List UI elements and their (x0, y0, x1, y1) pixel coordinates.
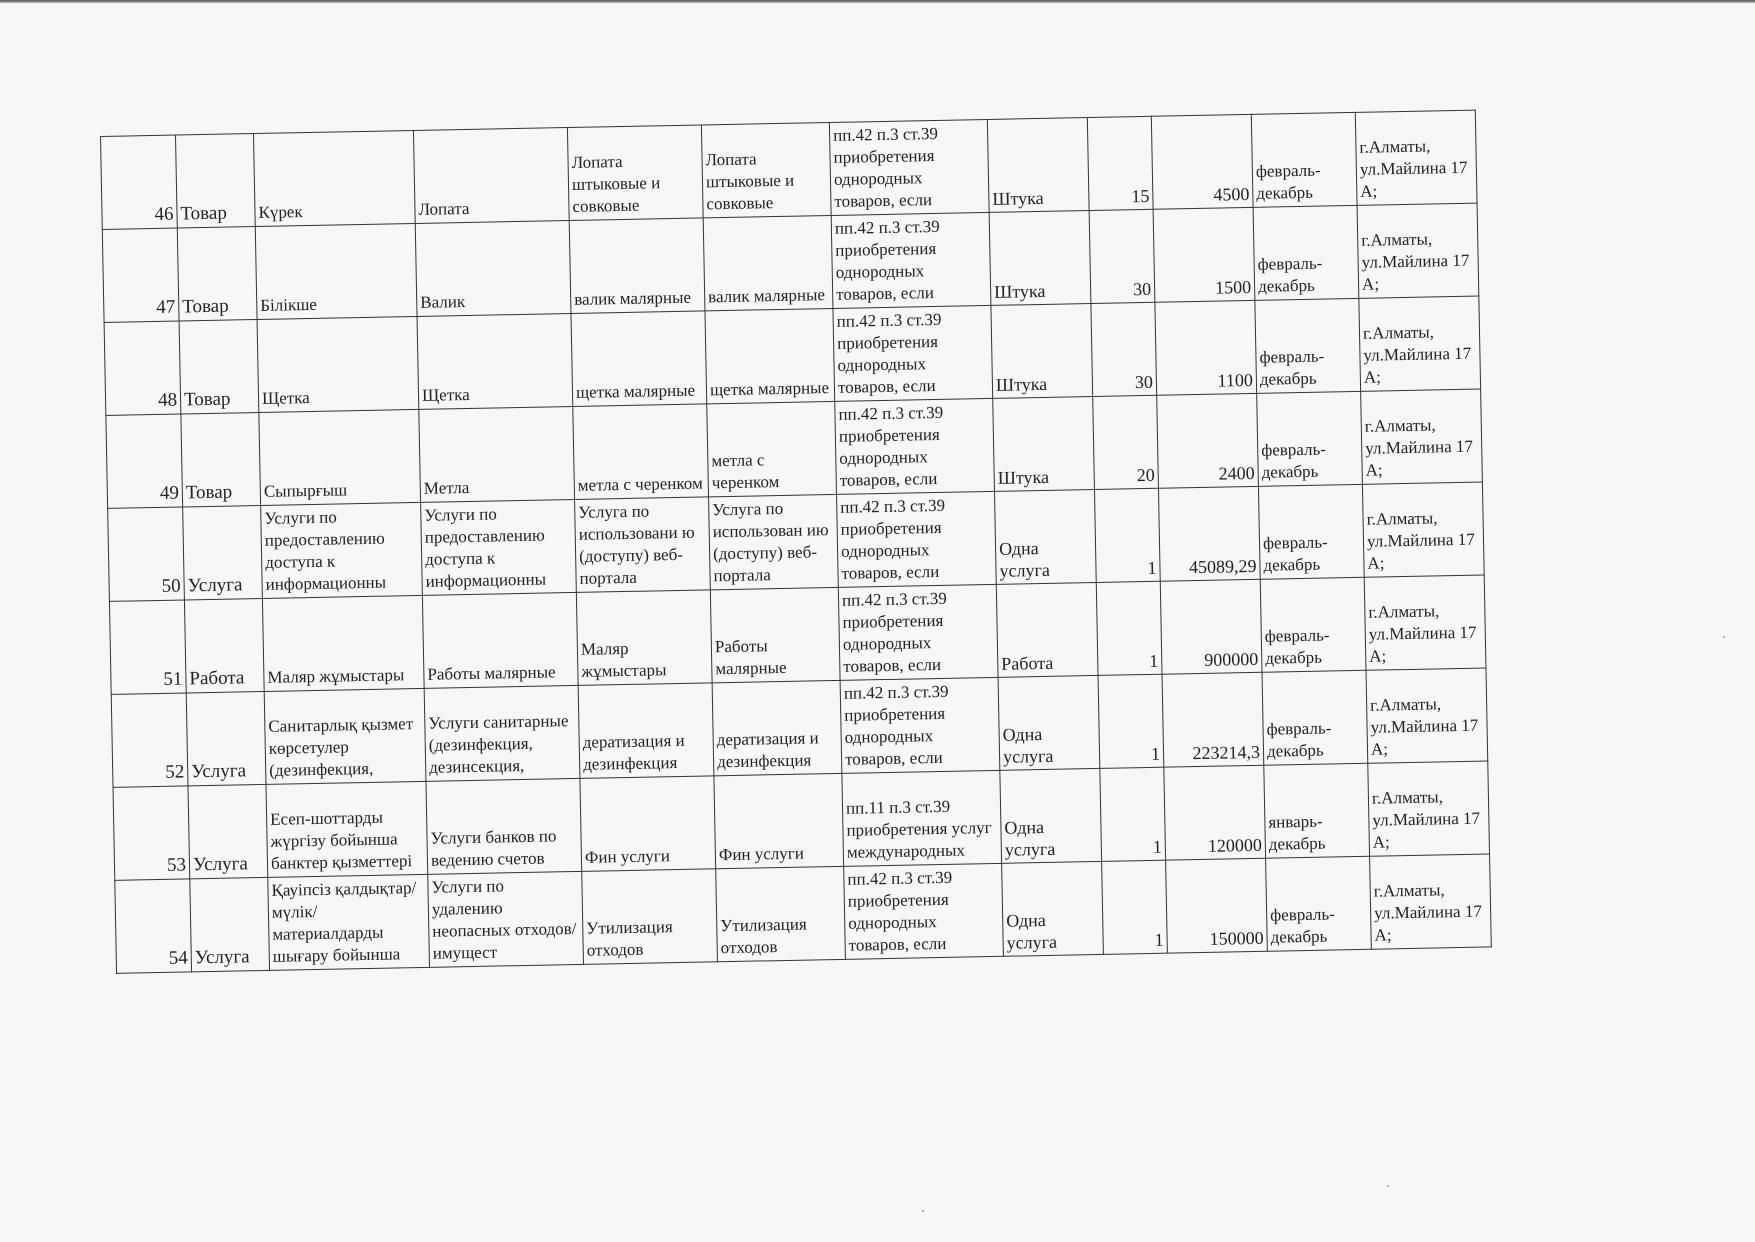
procurement-method: пп.42 п.3 ст.39 приобретения однородных товаров, если (834, 216, 940, 304)
name-ru: Услуги по удалению неопасных отходов/имущест (431, 876, 577, 963)
description-ru-cell (707, 401, 837, 496)
name-ru: Услуги санитарные (дезинфекция, дезинсекция, (428, 711, 569, 777)
delivery-period: февраль-декабрь (1266, 718, 1332, 761)
unit-price: 150000 (1209, 927, 1264, 949)
row-number: 52 (165, 761, 185, 783)
delivery-period-cell (1253, 205, 1359, 300)
row-number-cell (113, 786, 190, 880)
description-kz: Фин услуги (584, 846, 671, 867)
procurement-method: пп.42 п.3 ст.39 приобретения однородных товаров, если (832, 123, 939, 211)
name-ru-cell (419, 406, 575, 502)
quantity-cell (1087, 116, 1153, 210)
item-type-cell (179, 320, 259, 414)
name-ru-cell (424, 685, 580, 781)
quantity-cell (1093, 395, 1159, 489)
description-kz-cell (573, 404, 709, 500)
unit-price-cell (1162, 672, 1264, 767)
description-kz: метла с черенком (577, 473, 703, 495)
delivery-period-cell (1264, 763, 1370, 858)
delivery-period: февраль-декабрь (1259, 346, 1325, 389)
procurement-method: пп.42 п.3 ст.39 приобретения однородных товаров, если (847, 867, 953, 955)
delivery-period: февраль-декабрь (1255, 160, 1321, 203)
quantity-cell (1089, 209, 1155, 303)
unit-of-measure-cell (989, 211, 1091, 306)
description-ru: дератизация и дезинфекция (716, 728, 819, 772)
row-number: 50 (161, 575, 181, 597)
quantity: 1 (1152, 836, 1163, 857)
procurement-plan-sheet (100, 110, 1492, 974)
description-ru: валик малярные (708, 285, 826, 307)
name-kz: Маляр жұмыстары (267, 665, 405, 687)
quantity-cell (1094, 488, 1160, 582)
item-type-cell (177, 227, 257, 321)
unit-price-cell (1153, 207, 1255, 302)
unit-of-measure-cell (991, 304, 1093, 399)
name-kz-cell (257, 316, 419, 412)
description-kz-cell (571, 311, 707, 407)
unit-of-measure: Одна услуга (1006, 909, 1058, 953)
name-kz: Санитарлық қызмет көрсетулер (дезинфекция, (268, 714, 414, 780)
delivery-address: г.Алматы, ул.Майлина 17 А; (1373, 880, 1483, 945)
delivery-address: г.Алматы, ул.Майлина 17 А; (1371, 787, 1481, 852)
item-type: Работа (189, 667, 245, 690)
row-number: 46 (154, 203, 174, 225)
scan-speck (1387, 1185, 1389, 1187)
unit-price: 45089,29 (1188, 555, 1257, 578)
unit-of-measure-cell (994, 489, 1096, 584)
description-ru-cell (712, 680, 842, 775)
name-ru: Щетка (421, 384, 470, 405)
description-ru: Услуга по использован ию (доступу) веб-портала (712, 498, 829, 586)
description-kz-cell (580, 776, 716, 872)
delivery-address-cell (1357, 203, 1479, 298)
unit-of-measure: Одна услуга (1004, 817, 1056, 860)
delivery-period-cell (1262, 670, 1368, 765)
description-kz: щетка малярные (575, 380, 696, 402)
delivery-period-cell (1251, 112, 1357, 207)
delivery-period: февраль-декабрь (1264, 625, 1330, 668)
unit-of-measure: Штука (992, 187, 1044, 209)
name-kz: Білікше (260, 294, 318, 315)
row-number-cell (115, 879, 192, 973)
quantity: 20 (1136, 464, 1155, 486)
row-number-cell (102, 228, 179, 322)
description-ru: Утилизация отходов (720, 914, 807, 958)
description-kz-cell (578, 683, 714, 779)
name-ru-cell (426, 778, 582, 874)
row-number-cell (101, 135, 178, 229)
name-ru-cell (417, 313, 573, 409)
unit-of-measure: Штука (997, 466, 1050, 488)
item-type-cell (188, 784, 268, 878)
name-kz-cell (253, 130, 415, 226)
item-type-cell (186, 691, 266, 785)
description-ru-cell (709, 494, 839, 589)
unit-of-measure: Одна услуга (998, 538, 1051, 581)
name-kz-cell (266, 781, 428, 877)
row-number: 53 (166, 854, 187, 876)
name-kz-cell (255, 223, 417, 319)
description-kz-cell (569, 218, 705, 314)
description-kz: Услуга по использовани ю (доступу) веб-портала (578, 501, 695, 588)
unit-price-cell (1155, 300, 1257, 395)
description-kz-cell (576, 590, 712, 686)
procurement-method-cell (842, 770, 1002, 866)
quantity-cell (1098, 674, 1164, 768)
item-type: Услуга (192, 853, 249, 876)
name-ru: Услуги банков по ведению счетов (430, 826, 557, 870)
procurement-method: пп.42 п.3 ст.39 приобретения однородных товаров, если (836, 309, 942, 397)
delivery-address: г.Алматы, ул.Майлина 17 А; (1369, 694, 1479, 759)
delivery-period-cell (1257, 391, 1363, 486)
quantity-cell (1091, 302, 1157, 396)
description-kz-cell (582, 869, 718, 965)
delivery-period-cell (1266, 856, 1372, 951)
description-ru-cell (701, 122, 831, 217)
delivery-period: февраль-декабрь (1261, 439, 1327, 482)
name-kz: Есеп-шоттарды жүргізу бойынша банктер қызметтері (269, 807, 413, 873)
delivery-address: г.Алматы, ул.Майлина 17 А; (1359, 136, 1468, 201)
name-ru: Услуги по предоставлению доступа к информационны (424, 504, 547, 591)
unit-price: 223214,3 (1192, 741, 1261, 764)
delivery-address-cell (1362, 482, 1484, 577)
description-ru: метла с черенком (711, 450, 780, 493)
name-kz: Сыпырғыш (263, 480, 348, 501)
procurement-method: пп.42 п.3 ст.39 приобретения однородных товаров, если (843, 681, 949, 769)
description-ru-cell (710, 587, 840, 682)
unit-of-measure-cell (1000, 768, 1102, 863)
name-ru-cell (422, 592, 578, 688)
delivery-address-cell (1361, 389, 1483, 484)
row-number-cell (111, 693, 188, 787)
description-ru-cell (705, 308, 835, 403)
unit-price-cell (1166, 858, 1268, 953)
item-type: Товар (185, 481, 233, 504)
item-type: Товар (182, 295, 229, 318)
delivery-period: январь-декабрь (1268, 811, 1326, 854)
scan-top-edge (0, 0, 1755, 3)
name-kz: Щетка (261, 388, 310, 408)
quantity: 1 (1154, 929, 1164, 950)
unit-of-measure: Одна услуга (1002, 724, 1054, 767)
delivery-period: февраль-декабрь (1262, 532, 1328, 575)
unit-price: 120000 (1207, 834, 1263, 856)
delivery-address: г.Алматы, ул.Майлина 17 А; (1364, 415, 1474, 480)
item-type-cell (184, 598, 264, 692)
description-kz-cell (567, 125, 703, 221)
description-ru-cell (716, 866, 846, 961)
delivery-address-cell (1355, 110, 1477, 205)
delivery-period-cell (1255, 298, 1361, 393)
quantity: 1 (1150, 743, 1161, 764)
procurement-method-cell (838, 584, 998, 680)
unit-of-measure: Работа (1001, 652, 1054, 674)
scan-speck (1723, 636, 1725, 638)
delivery-address: г.Алматы, ул.Майлина 17 А; (1361, 229, 1470, 294)
procurement-method-cell (831, 212, 991, 308)
delivery-address-cell (1366, 668, 1488, 763)
name-kz: Услуги по предоставлению доступа к информационны (264, 507, 387, 594)
description-ru: Работы малярные (714, 636, 787, 679)
procurement-method: пп.42 п.3 ст.39 приобретения однородных товаров, если (841, 588, 947, 676)
unit-of-measure-cell (996, 582, 1098, 677)
table-body (101, 110, 1492, 973)
delivery-address: г.Алматы, ул.Майлина 17 А; (1368, 601, 1477, 666)
delivery-address: г.Алматы, ул.Майлина 17 А; (1362, 322, 1472, 387)
delivery-address-cell (1370, 854, 1492, 949)
procurement-method-cell (840, 677, 1000, 773)
quantity: 30 (1132, 278, 1152, 300)
item-type-cell (175, 134, 255, 228)
quantity: 1 (1149, 650, 1159, 671)
item-type-cell (190, 877, 270, 971)
procurement-method: пп.42 п.3 ст.39 приобретения однородных товаров, если (840, 495, 946, 583)
description-kz: Маляр жұмыстары (580, 638, 667, 681)
unit-of-measure-cell (993, 396, 1095, 491)
unit-of-measure: Штука (993, 280, 1046, 302)
item-type-cell (183, 505, 263, 599)
name-ru-cell (421, 499, 577, 595)
procurement-table (100, 110, 1492, 974)
name-ru-cell (415, 221, 571, 317)
description-ru-cell (703, 215, 833, 310)
item-type-cell (181, 413, 261, 507)
delivery-address-cell (1364, 575, 1486, 670)
unit-price: 1500 (1214, 276, 1252, 298)
scan-speck (922, 1210, 924, 1212)
item-type: Услуга (187, 574, 243, 597)
unit-of-measure: Штука (995, 373, 1048, 395)
description-ru-cell (714, 773, 844, 868)
description-kz: валик малярные (574, 287, 692, 309)
name-ru: Валик (420, 292, 466, 312)
description-kz-cell (575, 497, 711, 593)
procurement-method: пп.11 п.3 ст.39 приобретения услуг международных (845, 796, 992, 862)
procurement-method-cell (833, 305, 993, 401)
description-kz: дератизация и дезинфекция (582, 730, 685, 774)
description-ru: щетка малярные (709, 378, 830, 400)
description-ru: Фин услуги (718, 843, 805, 865)
row-number: 49 (159, 482, 180, 504)
unit-price-cell (1164, 765, 1266, 860)
unit-price: 2400 (1218, 462, 1255, 484)
name-kz-cell (264, 688, 426, 784)
procurement-method-cell (844, 863, 1004, 959)
name-kz-cell (268, 874, 430, 970)
unit-price: 900000 (1204, 648, 1259, 670)
description-kz: Утилизация отходов (586, 917, 673, 960)
name-kz-cell (262, 595, 424, 691)
name-ru: Лопата (418, 198, 470, 219)
unit-price-cell (1151, 114, 1253, 209)
name-ru-cell (413, 128, 569, 224)
unit-price: 4500 (1213, 183, 1250, 205)
unit-of-measure-cell (987, 118, 1089, 213)
delivery-address: г.Алматы, ул.Майлина 17 А; (1366, 508, 1475, 573)
quantity-cell (1100, 767, 1166, 861)
unit-price-cell (1160, 579, 1262, 674)
procurement-method-cell (837, 491, 997, 587)
row-number: 54 (168, 947, 188, 969)
quantity-cell (1096, 581, 1162, 675)
delivery-period-cell (1258, 484, 1364, 579)
description-ru: Лопата штыковые и совковые (705, 149, 795, 214)
row-number: 48 (157, 389, 178, 411)
name-kz-cell (259, 409, 421, 505)
item-type: Товар (183, 388, 231, 411)
procurement-method-cell (835, 398, 995, 494)
delivery-address-cell (1359, 296, 1481, 391)
item-type: Услуга (194, 946, 250, 969)
delivery-period: февраль-декабрь (1257, 253, 1323, 296)
name-kz-cell (261, 502, 423, 598)
row-number-cell (106, 414, 183, 508)
procurement-method: пп.42 п.3 ст.39 приобретения однородных товаров, если (838, 402, 944, 490)
name-ru: Метла (423, 477, 470, 498)
name-ru: Работы малярные (427, 662, 556, 684)
item-type: Услуга (191, 760, 247, 783)
procurement-method-cell (829, 119, 989, 215)
item-type: Товар (180, 202, 228, 225)
quantity: 30 (1134, 371, 1154, 393)
quantity: 15 (1131, 185, 1150, 207)
description-kz: Лопата штыковые и совковые (571, 151, 661, 216)
name-kz: Қауіпсіз қалдықтар/мүлік/ материалдарды шығару бойынша (271, 878, 417, 966)
unit-price-cell (1158, 486, 1260, 581)
unit-of-measure-cell (1002, 861, 1104, 956)
row-number-cell (109, 600, 186, 694)
unit-of-measure-cell (998, 675, 1100, 770)
unit-price-cell (1157, 393, 1259, 488)
name-kz: Күрек (258, 202, 303, 222)
unit-price: 1100 (1217, 369, 1254, 391)
delivery-period: февраль-декабрь (1269, 904, 1336, 947)
delivery-address-cell (1368, 761, 1490, 856)
row-number: 51 (163, 668, 183, 690)
row-number-cell (104, 321, 181, 415)
quantity: 1 (1147, 557, 1157, 578)
row-number-cell (108, 507, 185, 601)
row-number: 47 (156, 296, 176, 318)
quantity-cell (1102, 860, 1168, 954)
name-ru-cell (428, 871, 584, 967)
delivery-period-cell (1260, 577, 1366, 672)
